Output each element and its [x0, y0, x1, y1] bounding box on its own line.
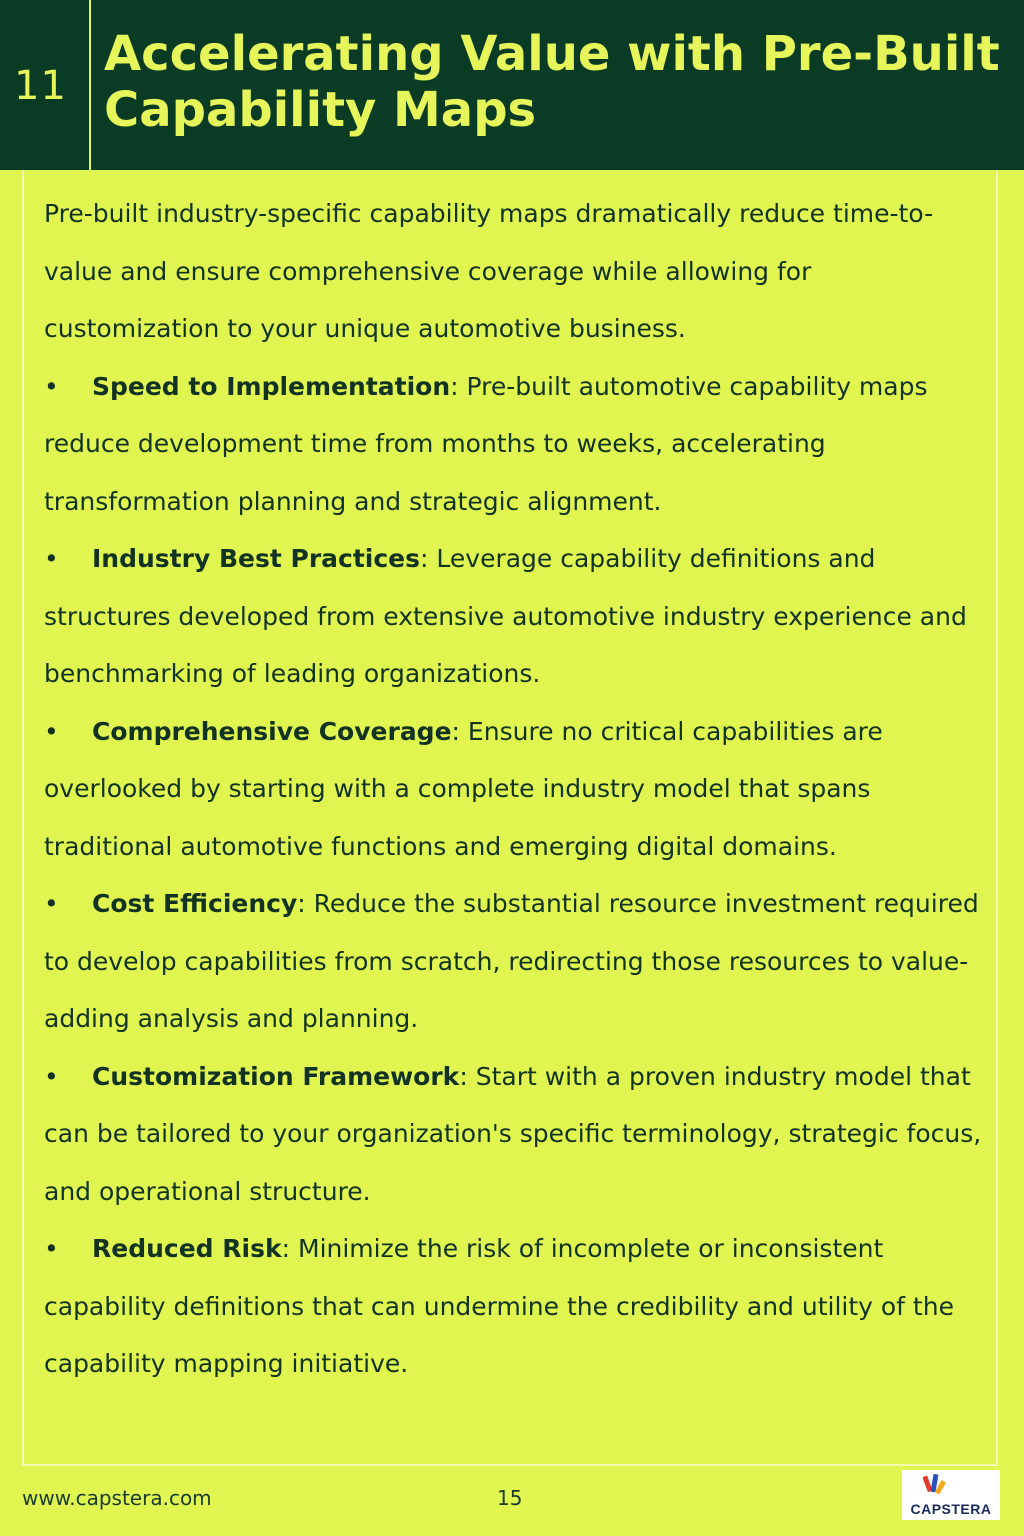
bullet-term: Speed to Implementation	[92, 371, 451, 401]
bullet-customization-framework	[44, 1048, 984, 1221]
bullet-reduced-risk	[44, 1220, 984, 1393]
capstera-logo	[902, 1470, 1000, 1520]
bullet-marker: •	[44, 371, 59, 401]
page-title: Accelerating Value with Pre-Built Capability Maps	[104, 26, 1000, 138]
bullet-separator: :	[420, 544, 429, 573]
intro-paragraph: Pre-built industry-specific capability maps dramatically reduce time-to-value and ensure comprehensive coverage while allowing for customization to your unique automotive business.	[44, 199, 934, 343]
bullet-marker: •	[44, 544, 59, 573]
bullet-separator: :	[281, 1234, 291, 1263]
section-number: 11	[14, 63, 67, 109]
bullet-term: Customization Framework	[92, 1061, 460, 1091]
bullet-text: Pre-built automotive capability maps reduce development time from months to weeks, accelerating transformation planning and strategic alignment.	[44, 371, 928, 516]
bullet-marker: •	[44, 716, 59, 746]
page-header	[0, 0, 1024, 170]
bullet-separator: :	[451, 716, 460, 746]
logo-mark-icon	[922, 1472, 948, 1502]
bullet-text: Reduce the substantial resource investment required to develop capabilities from scratch, redirecting those resources to value-adding analysis and planning.	[44, 889, 979, 1033]
logo-wordmark: CAPSTERA	[910, 1501, 992, 1517]
bullet-separator: :	[450, 371, 459, 401]
bullet-text: Ensure no critical capabilities are overlooked by starting with a complete industry model that spans traditional automotive functions and emerging digital domains.	[44, 716, 883, 861]
bullet-speed-to-implementation	[44, 358, 984, 531]
footer-website-link[interactable]: www.capstera.com	[22, 1486, 212, 1510]
bullet-cost-efficiency	[44, 875, 984, 1048]
bullet-text: Start with a proven industry model that can be tailored to your organization's specific terminology, strategic focus, and operational structure.	[44, 1061, 982, 1206]
content-body	[44, 185, 984, 1393]
bullet-text: Leverage capability definitions and structures developed from extensive automotive industry experience and benchmarking of leading organizations.	[44, 544, 967, 688]
bullet-marker: •	[44, 1234, 59, 1263]
bullet-marker: •	[44, 889, 59, 918]
bullet-separator: :	[297, 889, 306, 918]
bullet-term: Reduced Risk	[92, 1234, 282, 1263]
bullet-term: Comprehensive Coverage	[92, 716, 452, 746]
bullet-term: Industry Best Practices	[92, 544, 421, 573]
bullet-marker: •	[44, 1061, 59, 1091]
bullet-text: Minimize the risk of incomplete or inconsistent capability definitions that can undermine the credibility and utility of the capability mapping initiative.	[44, 1234, 954, 1378]
bullet-comprehensive-coverage	[44, 703, 984, 876]
bullet-separator: :	[459, 1061, 468, 1091]
page-number: 15	[497, 1486, 523, 1510]
header-divider	[89, 0, 91, 170]
bullet-term: Cost Efficiency	[92, 889, 298, 918]
bullet-industry-best-practices	[44, 530, 984, 703]
